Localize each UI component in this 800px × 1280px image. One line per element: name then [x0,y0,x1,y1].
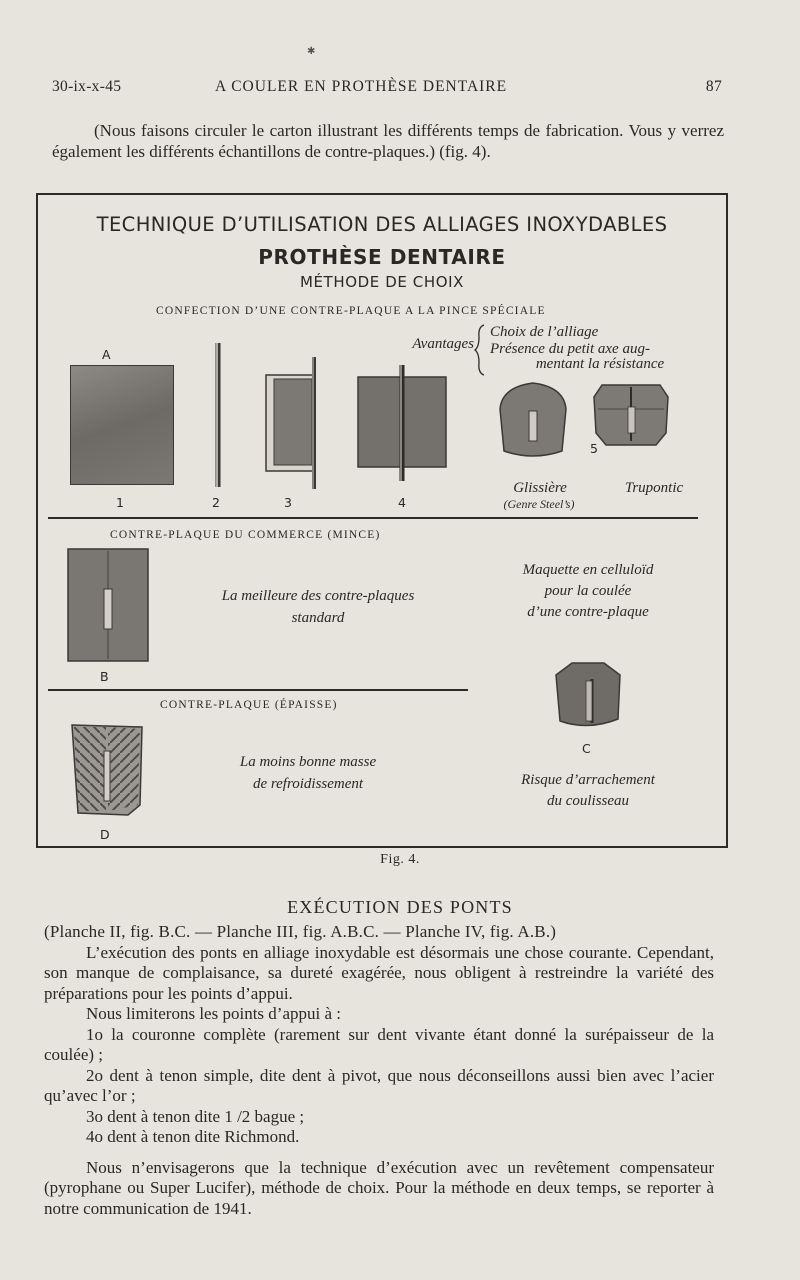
step1-plate-image [70,365,174,485]
section-d-heading: CONTRE-PLAQUE (ÉPAISSE) [160,699,338,711]
list-item-1: 1o la couronne complète (rarement sur dent vivante étant donné la surépaisseur de la coulée) ; [44,1024,714,1064]
brace-icon [474,323,488,377]
step-label-2: 2 [212,495,220,510]
d-note-line2: de refroidissement [252,776,364,792]
glissiere-image [496,381,570,461]
avantages-line1: Choix de l’alliage [490,324,599,340]
glissiere-sublabel: (Genre Steel’s) [503,497,575,511]
list-item-2: 2o dent à tenon simple, dite dent à pivot, que nous déconseillons aussi bien avec l’acier qu’avec l’or ; [44,1065,714,1105]
paragraph-3: Nous n’envisagerons que la technique d’exécution avec un revêtement compensateur (pyrophane ou Super Lucifer), méthode de choix. Pour la méthode en deux temps, se reporter à notre communication de 1941. [44,1157,714,1218]
figure-4-box [36,193,728,848]
list-item-4: 4o dent à tenon dite Richmond. [86,1127,300,1146]
figure-title-line3: MÉTHODE DE CHOIX [299,273,465,291]
step3-folded-plate-image [264,355,324,491]
section-divider-2 [48,689,468,691]
label-a: A [102,347,111,362]
b-note-line1: La meilleure des contre-plaques [221,588,415,604]
step2-rod-image [210,341,226,491]
step-label-4: 4 [398,495,406,510]
page-number: 87 [705,78,722,95]
paragraph-2: Nous limiterons les points d’appui à : [86,1004,341,1023]
print-speck: ✱ [307,46,316,57]
section-a-heading: CONFECTION D’UNE CONTRE-PLAQUE A LA PINCE SPÉCIALE [156,305,546,317]
label-c: C [582,741,591,756]
figure-title-line2: PROTHÈSE DENTAIRE [258,245,506,269]
section-b-heading: CONTRE-PLAQUE DU COMMERCE (MINCE) [110,529,381,541]
trupontic-image [592,381,670,449]
glissiere-label: Glissière [513,480,567,496]
avantages-label: Avantages [412,336,474,352]
maquette-line2: pour la coulée [544,583,632,599]
figure-caption: Fig. 4. [380,852,420,867]
paragraph-1: L’exécution des ponts en alliage inoxydable est désormais une chose courante. Cependant, son manque de complaisance, sa dureté exagérée, nous obligent à restreindre la variété des préparations pour les points d’appui. [44,942,714,1003]
plate-d-image [70,723,144,819]
maquette-c-image [552,659,624,733]
maquette-line3: d’une contre-plaque [527,604,649,620]
header-date: 30-ix-x-45 [52,78,122,95]
plate-b-image [66,547,150,663]
header-title: A COULER EN PROTHÈSE DENTAIRE [215,78,508,95]
body-text [44,922,714,1219]
step4-plate-with-axis-image [356,363,448,483]
label-d: D [100,827,110,842]
avantages-line2: Présence du petit axe aug- [490,341,650,357]
c-note-line1: Risque d’arrachement [521,772,655,788]
list-item-3: 3o dent à tenon dite 1 /2 bague ; [86,1106,305,1126]
maquette-line1: Maquette en celluloïd [522,562,654,578]
figure-title-line1: TECHNIQUE D’UTILISATION DES ALLIAGES INOXYDABLES [96,213,668,236]
step-label-3: 3 [284,495,292,510]
section-divider-1 [48,517,698,519]
d-note-line1: La moins bonne masse [239,754,377,770]
b-note-line2: standard [291,610,345,626]
section-title: EXÉCUTION DES PONTS [287,897,513,917]
intro-paragraph [52,120,724,162]
plate-reference: (Planche II, fig. B.C. — Planche III, fig. A.B.C. — Planche IV, fig. A.B.) [44,922,557,941]
intro-text: (Nous faisons circuler le carton illustrant les différents temps de fabrication. Vous y verrez également les différents échantillons de contre-plaques.) (fig. 4). [52,121,724,161]
trupontic-label: Trupontic [624,480,684,496]
c-note-line2: du coulisseau [546,793,630,809]
label-b: B [100,669,109,684]
step-label-1: 1 [116,495,124,510]
avantages-line3: mentant la résistance [535,356,665,372]
label-5: 5 [590,441,598,456]
